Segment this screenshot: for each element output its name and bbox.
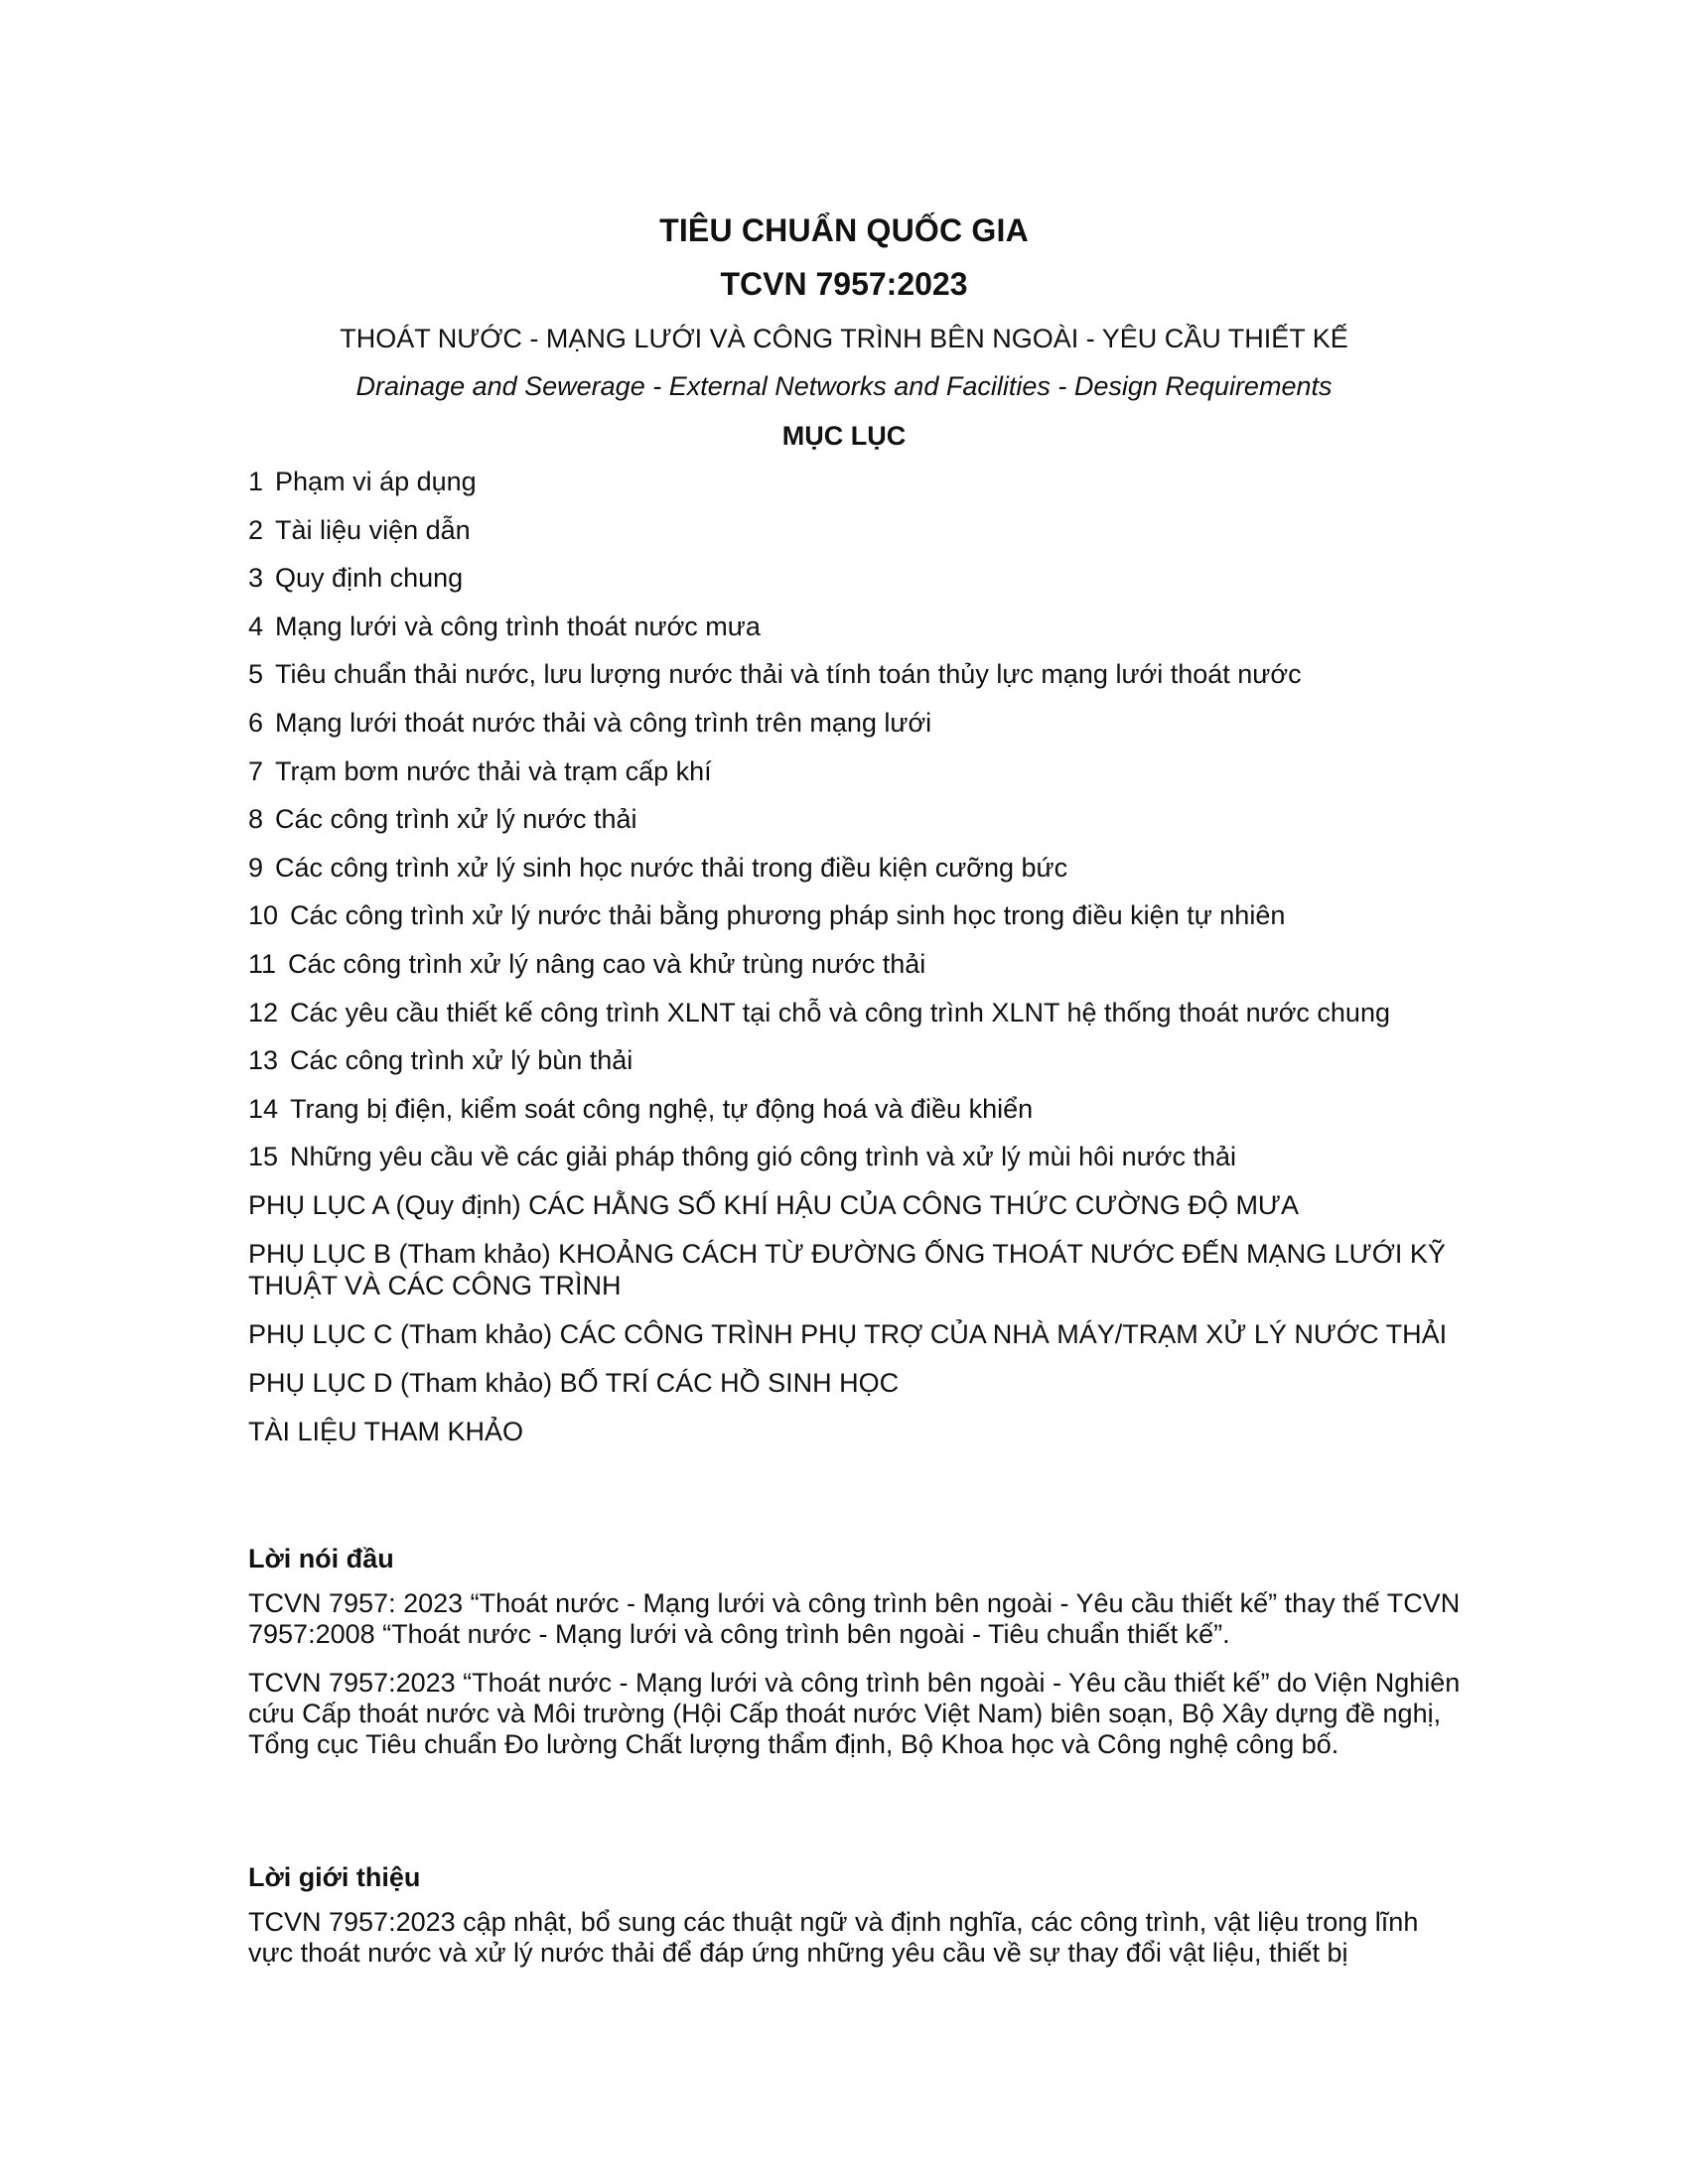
- toc-item-number: 11: [248, 948, 277, 979]
- standard-name-vietnamese: THOÁT NƯỚC - MẠNG LƯỚI VÀ CÔNG TRÌNH BÊN NGOÀI - YÊU CẦU THIẾT KẾ: [340, 324, 1348, 353]
- toc-item[interactable]: [248, 1044, 1460, 1076]
- toc-item-label: Các công trình xử lý nước thải bằng phương pháp sinh học trong điều kiện tự nhiên: [290, 900, 1286, 931]
- toc-item-label: Trang bị điện, kiểm soát công nghệ, tự động hoá và điều khiển: [290, 1093, 1034, 1124]
- toc-item-number: 4: [248, 611, 264, 641]
- toc-item[interactable]: [248, 514, 1460, 546]
- toc-item[interactable]: [248, 899, 1460, 931]
- appendix-list: [248, 1189, 1460, 1464]
- toc-item[interactable]: [248, 803, 1460, 835]
- foreword-paragraph: TCVN 7957: 2023 “Thoát nước - Mạng lưới và công trình bên ngoài - Yêu cầu thiết kế” thay thế TCVN 7957:2008 “Thoát nước - Mạng lưới và công trình bên ngoài - Tiêu chuẩn thiết kế”.: [248, 1588, 1461, 1649]
- toc-item-number: 12: [248, 997, 279, 1027]
- toc-item[interactable]: [248, 466, 1460, 497]
- toc-item-label: Các công trình xử lý nâng cao và khử trùng nước thải: [288, 948, 926, 979]
- toc-item-label: Những yêu cầu về các giải pháp thông gió công trình và xử lý mùi hôi nước thải: [290, 1142, 1237, 1172]
- toc-item-number: 2: [248, 514, 264, 545]
- toc-item-number: 10: [248, 900, 279, 931]
- toc-item-number: 14: [248, 1093, 279, 1124]
- toc-appendix-d[interactable]: PHỤ LỤC D (Tham khảo) BỐ TRÍ CÁC HỒ SINH HỌC: [248, 1368, 900, 1398]
- toc-item-label: Các công trình xử lý bùn thải: [290, 1045, 633, 1076]
- toc-item[interactable]: [248, 1141, 1460, 1172]
- toc-appendix-c[interactable]: PHỤ LỤC C (Tham khảo) CÁC CÔNG TRÌNH PHỤ TRỢ CỦA NHÀ MÁY/TRẠM XỬ LÝ NƯỚC THẢI: [248, 1319, 1448, 1349]
- toc-item[interactable]: [248, 1093, 1460, 1125]
- toc-item[interactable]: [248, 755, 1460, 787]
- toc-item[interactable]: [248, 948, 1460, 980]
- standard-name-english: Drainage and Sewerage - External Networks and Facilities - Design Requirements: [355, 371, 1333, 401]
- toc-item-number: 3: [248, 563, 264, 594]
- toc-item[interactable]: [248, 611, 1460, 642]
- toc-item[interactable]: [248, 997, 1460, 1028]
- toc-item-number: 8: [248, 804, 264, 835]
- toc-item-label: Các công trình xử lý nước thải: [275, 804, 637, 835]
- toc-item-number: 1: [248, 467, 264, 496]
- toc-appendix-b[interactable]: PHỤ LỤC B (Tham khảo) KHOẢNG CÁCH TỪ ĐƯỜNG ỐNG THOÁT NƯỚC ĐẾN MẠNG LƯỚI KỸ THUẬT VÀ CÁC CÔNG TRÌNH: [248, 1239, 1446, 1300]
- toc-item-label: Phạm vi áp dụng: [275, 467, 477, 496]
- toc-heading: MỤC LỤC: [781, 421, 907, 451]
- toc-item-label: Tài liệu viện dẫn: [275, 514, 471, 545]
- toc-item-label: Mạng lưới thoát nước thải và công trình trên mạng lưới: [275, 707, 932, 738]
- foreword-paragraph: TCVN 7957:2023 “Thoát nước - Mạng lưới và công trình bên ngoài - Yêu cầu thiết kế” do Viện Nghiên cứu Cấp thoát nước và Môi trường (Hội Cấp thoát nước Việt Nam) biên soạn, Bộ Xây dựng đề nghị, Tổng cục Tiêu chuẩn Đo lường Chất lượng thẩm định, Bộ Khoa học và Công nghệ công bố.: [248, 1668, 1461, 1759]
- toc-item-label: Trạm bơm nước thải và trạm cấp khí: [275, 755, 712, 786]
- toc-item-number: 15: [248, 1142, 279, 1172]
- toc-item[interactable]: [248, 562, 1460, 594]
- toc-item-number: 6: [248, 707, 264, 738]
- toc-references[interactable]: TÀI LIỆU THAM KHẢO: [248, 1417, 524, 1446]
- toc-item[interactable]: [248, 658, 1460, 690]
- introduction-heading: Lời giới thiệu: [248, 1862, 421, 1892]
- toc-item-number: 7: [248, 755, 264, 786]
- standard-title: TIÊU CHUẨN QUỐC GIA: [659, 212, 1029, 248]
- toc-item[interactable]: [248, 707, 1460, 739]
- toc-item-label: Mạng lưới và công trình thoát nước mưa: [275, 611, 761, 641]
- toc-item-label: Tiêu chuẩn thải nước, lưu lượng nước thải và tính toán thủy lực mạng lưới thoát nước: [275, 659, 1302, 690]
- toc-item-number: 5: [248, 659, 264, 690]
- introduction-paragraph: TCVN 7957:2023 cập nhật, bổ sung các thuật ngữ và định nghĩa, các công trình, vật liệu trong lĩnh vực thoát nước và xử lý nước thải để đáp ứng những yêu cầu về sự thay đổi vật liệu, thiết bị: [248, 1907, 1419, 1968]
- standard-code: TCVN 7957:2023: [720, 266, 968, 302]
- toc-item-label: Các công trình xử lý sinh học nước thải trong điều kiện cưỡng bức: [275, 852, 1068, 883]
- toc-appendix-a[interactable]: PHỤ LỤC A (Quy định) CÁC HẰNG SỐ KHÍ HẬU CỦA CÔNG THỨC CƯỜNG ĐỘ MƯA: [248, 1190, 1299, 1220]
- table-of-contents: [248, 466, 1460, 1189]
- toc-item-number: 13: [248, 1045, 279, 1076]
- toc-item-label: Các yêu cầu thiết kế công trình XLNT tại chỗ và công trình XLNT hệ thống thoát nước chung: [290, 997, 1390, 1027]
- toc-item[interactable]: [248, 852, 1460, 884]
- toc-item-number: 9: [248, 852, 264, 883]
- foreword-heading: Lời nói đầu: [248, 1544, 394, 1573]
- toc-item-label: Quy định chung: [275, 563, 464, 594]
